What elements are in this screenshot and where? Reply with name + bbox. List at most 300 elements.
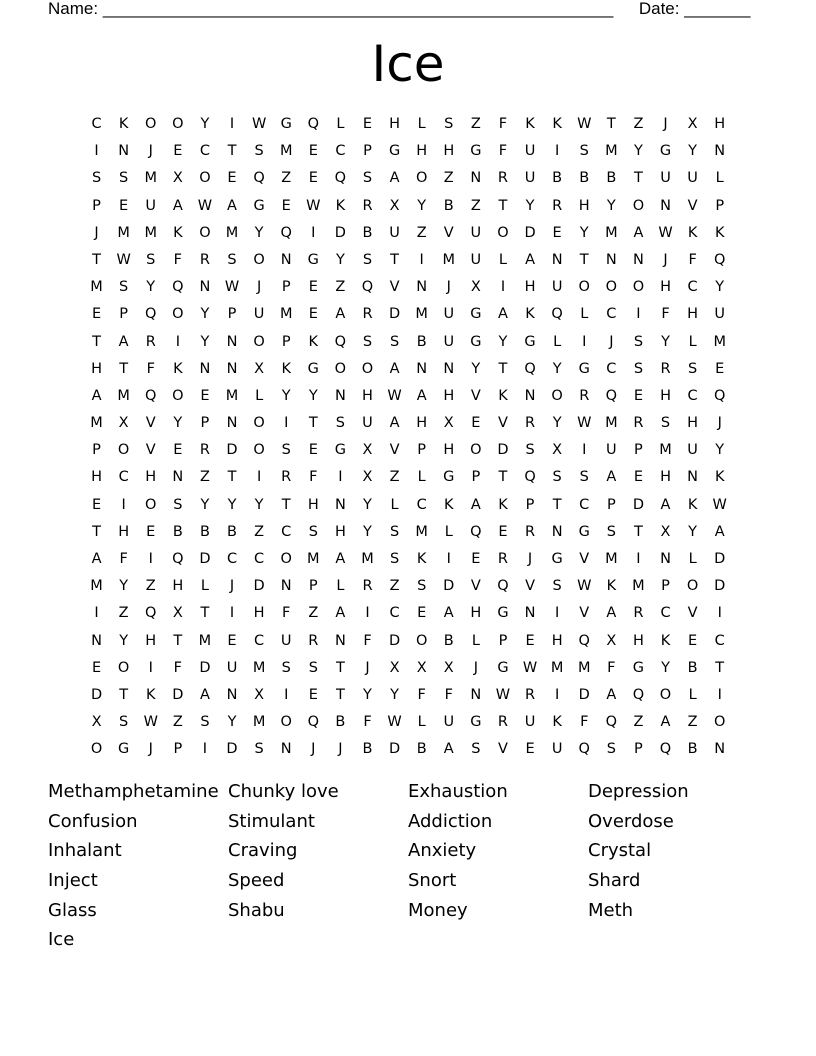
word-list-item: Money	[408, 899, 468, 921]
grid-letter: S	[471, 741, 481, 758]
grid-letter: T	[498, 197, 508, 214]
grid-letter: D	[524, 224, 536, 241]
word-list-item: Chunky love	[228, 781, 339, 802]
grid-letter: F	[363, 714, 372, 731]
grid-letter: A	[525, 251, 535, 268]
grid-row	[83, 358, 733, 385]
grid-letter: T	[335, 686, 345, 703]
grid-letter: W	[224, 279, 240, 296]
grid-letter: S	[633, 333, 644, 350]
grid-letter: P	[715, 197, 725, 214]
grid-letter: E	[498, 523, 508, 540]
grid-letter: K	[145, 686, 156, 703]
grid-letter: O	[551, 387, 563, 404]
grid-letter: B	[416, 333, 427, 350]
grid-letter: S	[173, 496, 183, 513]
grid-letter: J	[148, 143, 153, 160]
grid-letter: Y	[661, 659, 670, 676]
grid-letter: J	[338, 741, 343, 758]
grid-letter: S	[579, 143, 589, 160]
name-line: ______________________________________________________	[102, 0, 614, 18]
word-list-item: Crystal	[588, 840, 652, 862]
grid-letter: B	[687, 659, 698, 676]
grid-row	[83, 521, 733, 548]
grid-letter: K	[444, 496, 454, 513]
grid-letter: Z	[389, 578, 400, 595]
grid-letter: X	[389, 197, 400, 214]
grid-letter: T	[552, 496, 562, 513]
grid-letter: P	[281, 333, 291, 350]
grid-letter: Y	[525, 197, 535, 214]
grid-letter: K	[416, 551, 427, 567]
grid-letter: I	[229, 116, 235, 132]
grid-row	[83, 466, 733, 493]
grid-letter: D	[199, 551, 211, 567]
grid-letter: T	[633, 523, 643, 540]
grid-letter: N	[605, 251, 617, 268]
grid-letter: H	[389, 116, 401, 132]
grid-letter: O	[253, 333, 265, 350]
grid-letter: U	[551, 741, 563, 758]
grid-letter: A	[91, 387, 102, 404]
grid-letter: Q	[551, 306, 563, 323]
grid-letter: R	[497, 551, 508, 567]
grid-letter: O	[659, 686, 672, 703]
grid-letter: R	[525, 415, 536, 432]
grid-letter: D	[388, 306, 401, 323]
grid-letter: N	[199, 279, 211, 296]
grid-letter: L	[498, 251, 507, 268]
grid-letter: M	[90, 578, 103, 595]
word-list-item: Inhalant	[48, 840, 122, 862]
grid-letter: K	[714, 469, 725, 486]
grid-letter: P	[173, 741, 183, 758]
grid-letter: L	[417, 469, 426, 486]
grid-letter: K	[525, 306, 535, 323]
grid-letter: R	[497, 170, 508, 187]
name-label: Name:	[48, 0, 99, 18]
grid-letter: R	[579, 387, 590, 404]
grid-letter: E	[633, 387, 643, 404]
grid-letter: X	[172, 170, 183, 187]
grid-letter: Q	[172, 551, 184, 567]
grid-letter: I	[338, 469, 343, 486]
grid-letter: W	[577, 578, 592, 595]
grid-letter: V	[579, 605, 590, 622]
grid-letter: S	[308, 523, 318, 540]
grid-letter: J	[527, 551, 533, 567]
grid-letter: Y	[200, 116, 210, 132]
grid-letter: E	[688, 632, 698, 649]
grid-letter: U	[362, 415, 373, 432]
grid-letter: Y	[688, 523, 698, 540]
grid-letter: N	[524, 387, 536, 404]
grid-letter: N	[118, 143, 130, 160]
grid-row	[83, 602, 733, 629]
grid-letter: W	[197, 197, 213, 214]
grid-letter: R	[525, 523, 536, 540]
grid-row	[83, 684, 733, 711]
grid-letter: A	[389, 415, 400, 432]
grid-letter: S	[91, 170, 102, 187]
grid-letter: Z	[281, 170, 292, 187]
grid-letter: D	[226, 442, 238, 459]
grid-letter: I	[582, 442, 587, 459]
grid-letter: K	[118, 116, 129, 132]
word-list-item: Shard	[588, 870, 641, 892]
grid-letter: M	[713, 333, 726, 350]
grid-letter: A	[118, 333, 129, 350]
grid-letter: B	[687, 741, 698, 758]
grid-letter: B	[443, 197, 454, 214]
grid-letter: E	[200, 387, 210, 404]
grid-letter: M	[144, 170, 157, 187]
grid-letter: Q	[145, 605, 157, 622]
grid-letter: G	[470, 333, 482, 350]
grid-letter: M	[605, 551, 618, 567]
grid-letter: Z	[470, 197, 481, 214]
grid-letter: W	[143, 714, 158, 731]
grid-letter: M	[90, 279, 103, 296]
grid-letter: M	[90, 415, 103, 432]
grid-letter: Y	[661, 333, 670, 350]
grid-letter: K	[335, 197, 346, 214]
grid-letter: F	[688, 251, 697, 268]
grid-letter: E	[471, 551, 481, 567]
grid-letter: M	[605, 415, 618, 432]
grid-letter: I	[555, 686, 560, 703]
grid-letter: Z	[389, 469, 400, 486]
grid-letter: D	[253, 578, 265, 595]
grid-letter: F	[282, 605, 291, 622]
grid-letter: J	[717, 415, 722, 432]
grid-letter: W	[306, 197, 321, 214]
grid-letter: I	[311, 224, 316, 241]
grid-letter: L	[471, 632, 480, 649]
grid-letter: S	[417, 578, 427, 595]
grid-letter: U	[280, 632, 292, 649]
grid-letter: S	[281, 442, 291, 459]
grid-letter: M	[442, 251, 456, 268]
grid-letter: E	[715, 360, 725, 377]
word-list-item: Depression	[588, 781, 689, 802]
grid-letter: K	[660, 632, 671, 649]
grid-letter: F	[363, 632, 372, 649]
grid-letter: D	[226, 741, 238, 758]
grid-letter: E	[91, 496, 102, 513]
grid-letter: N	[334, 496, 346, 513]
grid-letter: G	[497, 605, 509, 622]
grid-letter: I	[555, 143, 560, 160]
grid-letter: S	[281, 659, 291, 676]
grid-letter: A	[606, 469, 617, 486]
grid-letter: N	[470, 686, 482, 703]
grid-letter: U	[714, 306, 726, 323]
grid-letter: X	[443, 415, 454, 432]
grid-letter: I	[500, 279, 506, 296]
grid-letter: I	[284, 686, 289, 703]
word-list-item: Anxiety	[408, 840, 477, 862]
grid-letter: D	[334, 224, 346, 241]
grid-letter: N	[443, 360, 455, 377]
grid-letter: Q	[307, 116, 319, 132]
grid-letter: E	[91, 659, 102, 676]
grid-letter: P	[227, 306, 237, 323]
grid-letter: K	[687, 496, 698, 513]
grid-letter: Y	[390, 686, 399, 703]
grid-letter: M	[632, 578, 645, 595]
grid-letter: V	[443, 224, 454, 241]
grid-letter: A	[714, 523, 725, 540]
grid-letter: O	[686, 578, 699, 595]
grid-letter: O	[632, 197, 645, 214]
grid-letter: M	[279, 143, 293, 160]
grid-letter: O	[470, 442, 482, 459]
grid-letter: Y	[308, 387, 318, 404]
grid-letter: J	[446, 279, 451, 296]
grid-letter: H	[632, 632, 644, 649]
grid-letter: Y	[146, 279, 156, 296]
grid-letter: P	[308, 578, 318, 595]
grid-letter: E	[308, 170, 318, 187]
grid-letter: N	[226, 686, 238, 703]
grid-letter: T	[633, 170, 643, 187]
grid-letter: R	[497, 714, 508, 731]
grid-letter: Z	[118, 605, 129, 622]
grid-letter: K	[308, 333, 319, 350]
grid-letter: Y	[227, 714, 237, 731]
grid-letter: Q	[659, 741, 672, 758]
grid-letter: S	[362, 251, 373, 268]
grid-letter: J	[473, 659, 478, 676]
grid-letter: M	[577, 659, 591, 676]
grid-letter: D	[172, 686, 184, 703]
grid-letter: M	[279, 306, 293, 323]
grid-letter: S	[308, 659, 318, 676]
grid-letter: Q	[361, 279, 374, 296]
grid-letter: E	[308, 686, 318, 703]
grid-letter: C	[606, 306, 617, 323]
grid-letter: Z	[633, 714, 644, 731]
grid-letter: N	[334, 632, 346, 649]
grid-letter: V	[687, 605, 698, 622]
grid-letter: D	[497, 442, 509, 459]
grid-letter: T	[606, 116, 616, 132]
word-list-item: Methamphetamine	[48, 781, 219, 802]
grid-letter: U	[443, 306, 455, 323]
word-list-item: Shabu	[228, 899, 285, 921]
grid-letter: A	[606, 686, 617, 703]
grid-letter: Y	[119, 578, 129, 595]
grid-letter: H	[145, 469, 157, 486]
grid-letter: N	[551, 523, 563, 540]
grid-letter: A	[91, 551, 102, 567]
grid-letter: C	[687, 279, 698, 296]
grid-letter: Y	[715, 442, 725, 459]
grid-letter: C	[687, 387, 698, 404]
word-list-item: Stimulant	[228, 810, 315, 832]
grid-letter: O	[253, 442, 265, 459]
grid-letter: W	[251, 116, 267, 132]
grid-letter: E	[173, 442, 183, 459]
grid-letter: S	[335, 415, 345, 432]
grid-letter: E	[173, 143, 183, 160]
grid-row	[83, 738, 733, 765]
word-list-item: Overdose	[588, 810, 674, 832]
grid-letter: G	[578, 523, 590, 540]
grid-letter: P	[119, 306, 129, 323]
grid-letter: Z	[254, 523, 265, 540]
grid-letter: C	[226, 551, 238, 567]
grid-letter: S	[119, 170, 129, 187]
grid-letter: H	[91, 469, 102, 486]
grid-row	[83, 331, 733, 358]
grid-letter: A	[172, 197, 183, 214]
grid-letter: I	[446, 551, 451, 567]
grid-letter: Y	[173, 415, 183, 432]
grid-letter: W	[577, 116, 592, 132]
grid-letter: X	[470, 279, 481, 296]
grid-letter: B	[362, 741, 373, 758]
grid-letter: U	[443, 714, 455, 731]
grid-letter: A	[335, 551, 346, 567]
grid-letter: Y	[281, 387, 291, 404]
grid-letter: A	[660, 496, 671, 513]
grid-letter: T	[227, 143, 237, 160]
grid-letter: E	[417, 605, 427, 622]
grid-letter: P	[471, 469, 481, 486]
grid-letter: E	[308, 279, 318, 296]
grid-letter: P	[606, 496, 616, 513]
grid-letter: X	[91, 714, 102, 731]
grid-letter: U	[524, 170, 536, 187]
grid-letter: R	[525, 686, 536, 703]
grid-letter: U	[687, 170, 698, 187]
grid-letter: U	[660, 170, 671, 187]
grid-letter: E	[633, 469, 643, 486]
grid-letter: K	[552, 116, 562, 132]
grid-letter: G	[307, 360, 319, 377]
word-list	[48, 779, 788, 957]
grid-letter: F	[146, 360, 155, 377]
grid-letter: P	[634, 442, 643, 459]
grid-letter: S	[227, 251, 237, 268]
grid-letter: Y	[363, 686, 372, 703]
grid-letter: L	[336, 116, 345, 132]
grid-letter: N	[687, 469, 699, 486]
grid-letter: G	[497, 659, 509, 676]
grid-letter: T	[579, 251, 589, 268]
grid-letter: U	[606, 442, 617, 459]
grid-letter: X	[687, 116, 698, 132]
grid-letter: D	[632, 496, 644, 513]
grid-letter: G	[443, 469, 455, 486]
grid-letter: L	[417, 116, 426, 132]
grid-letter: I	[365, 605, 370, 622]
grid-letter: B	[335, 714, 346, 731]
grid-letter: D	[199, 659, 211, 676]
grid-letter: X	[172, 605, 183, 622]
grid-letter: J	[663, 251, 668, 268]
grid-letter: B	[199, 523, 210, 540]
grid-letter: N	[226, 360, 238, 377]
grid-letter: T	[92, 523, 101, 540]
grid-letter: A	[416, 387, 427, 404]
grid-letter: J	[663, 116, 668, 132]
grid-letter: S	[200, 714, 210, 731]
grid-letter: P	[92, 197, 101, 214]
grid-letter: Z	[416, 224, 427, 241]
grid-letter: R	[145, 333, 156, 350]
grid-letter: M	[605, 143, 618, 160]
grid-letter: N	[416, 279, 428, 296]
grid-letter: H	[145, 632, 157, 649]
grid-letter: U	[389, 224, 400, 241]
grid-letter: G	[253, 197, 265, 214]
grid-letter: H	[660, 279, 671, 296]
worksheet-header	[48, 0, 750, 18]
grid-letter: C	[606, 360, 617, 377]
grid-letter: C	[714, 632, 725, 649]
grid-letter: S	[362, 333, 373, 350]
grid-letter: W	[495, 686, 511, 703]
grid-letter: K	[552, 714, 562, 731]
grid-letter: R	[308, 632, 319, 649]
grid-letter: D	[388, 632, 401, 649]
grid-letter: T	[498, 469, 508, 486]
grid-letter: E	[281, 197, 291, 214]
grid-letter: P	[417, 442, 427, 459]
grid-letter: K	[173, 224, 183, 241]
grid-letter: T	[308, 415, 318, 432]
grid-letter: Z	[633, 116, 644, 132]
grid-letter: S	[552, 578, 562, 595]
grid-letter: Q	[334, 170, 347, 187]
grid-letter: C	[416, 496, 427, 513]
grid-letter: O	[199, 224, 211, 241]
grid-letter: C	[281, 523, 292, 540]
grid-letter: G	[280, 116, 292, 132]
grid-letter: M	[659, 442, 672, 459]
grid-letter: Y	[606, 197, 616, 214]
grid-letter: R	[552, 197, 563, 214]
grid-letter: M	[415, 523, 428, 540]
grid-letter: V	[470, 387, 481, 404]
grid-letter: W	[712, 496, 727, 513]
grid-letter: G	[524, 333, 536, 350]
word-list-item: Glass	[48, 899, 97, 921]
grid-letter: O	[117, 659, 130, 676]
grid-letter: O	[253, 415, 265, 432]
grid-letter: A	[389, 170, 400, 187]
grid-letter: B	[227, 523, 237, 540]
page-title: Ice	[371, 35, 445, 93]
grid-letter: A	[443, 605, 454, 622]
grid-letter: E	[308, 442, 318, 459]
grid-letter: X	[362, 469, 373, 486]
grid-letter: D	[578, 686, 590, 703]
grid-letter: C	[335, 143, 346, 160]
grid-letter: P	[525, 496, 535, 513]
grid-letter: M	[415, 306, 428, 323]
grid-letter: G	[334, 442, 347, 459]
grid-letter: Q	[253, 170, 265, 187]
grid-letter: Y	[552, 415, 562, 432]
grid-letter: K	[498, 387, 508, 404]
grid-letter: S	[579, 469, 589, 486]
grid-letter: B	[362, 224, 373, 241]
grid-letter: D	[90, 686, 103, 703]
